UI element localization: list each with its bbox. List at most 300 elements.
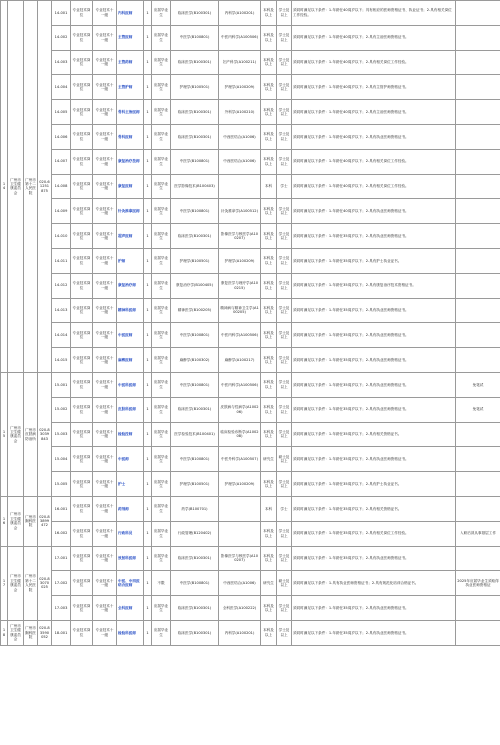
remarks: 免笔试 — [456, 397, 500, 422]
major-graduate — [219, 496, 261, 521]
group-seq: 17 — [1, 546, 8, 620]
post-category: 专业技术岗位 — [71, 25, 93, 50]
post-name-cell — [117, 124, 144, 149]
major-undergrad: 中医学(B100801) — [171, 323, 219, 348]
major-undergrad: 康复治疗学(B100405) — [171, 273, 219, 298]
post-name-link[interactable]: 精神科医师 — [118, 308, 136, 313]
post-target: 应届毕业生 — [152, 1, 171, 26]
post-name-link[interactable]: 中医科医师 — [118, 382, 136, 387]
remarks — [456, 174, 500, 199]
post-category: 专业技术岗位 — [71, 571, 93, 596]
table-row — [1, 75, 500, 100]
post-count: 1 — [144, 372, 152, 397]
post-category: 专业技术岗位 — [71, 496, 93, 521]
post-target: 应届毕业生 — [152, 50, 171, 75]
post-count: 1 — [144, 571, 152, 596]
table-row — [1, 174, 500, 199]
education: 本科及以上 — [261, 372, 277, 397]
post-name-link[interactable]: 皮肤科医师 — [118, 407, 136, 412]
post-code: 14-013 — [52, 298, 71, 323]
post-target: 应届毕业生 — [152, 248, 171, 273]
post-count: 1 — [144, 447, 152, 472]
post-name-link[interactable]: 康复治疗技师 — [118, 159, 140, 164]
post-level: 专业技术十一级 — [93, 174, 117, 199]
table-row — [1, 496, 500, 521]
requirements: 须同时满足以下条件：1.年龄在35周岁以下；2.具有康复治疗技术资格证书。 — [292, 273, 456, 298]
major-undergrad: 中医学(B100801) — [171, 571, 219, 596]
degree: 学士及以上 — [277, 273, 292, 298]
requirements: 须同时满足以下条件：1.年龄在35周岁以下；2.具有执业医师资格证书。 — [292, 397, 456, 422]
education: 本科及以上 — [261, 124, 277, 149]
post-name-link[interactable]: 中医、中西医结合医师 — [118, 578, 140, 588]
group-seq: 16 — [1, 496, 8, 546]
education: 本科及以上 — [261, 100, 277, 125]
degree: 学士及以上 — [277, 521, 292, 546]
major-graduate: 外科学(A100210) — [219, 100, 261, 125]
post-name-cell — [117, 521, 144, 546]
remarks — [456, 273, 500, 298]
post-count: 1 — [144, 199, 152, 224]
post-category: 专业技术岗位 — [71, 75, 93, 100]
post-code: 15-003 — [52, 422, 71, 447]
table-body — [1, 1, 500, 646]
post-name-cell — [117, 596, 144, 621]
group-unit: 广州市胸科医院 — [24, 620, 38, 645]
remarks — [456, 124, 500, 149]
post-name-link[interactable]: 针灸推拿医师 — [118, 209, 140, 214]
group-tel: 020-83590052 — [38, 620, 52, 645]
post-name-cell — [117, 50, 144, 75]
post-count: 1 — [144, 25, 152, 50]
education: 本科及以上 — [261, 273, 277, 298]
degree: 学士及以上 — [277, 248, 292, 273]
post-level: 专业技术十一级 — [93, 422, 117, 447]
requirements: 须同时满足以下条件：1.年龄在35周岁以下；2.具有护士执业证书。 — [292, 248, 456, 273]
education: 本科及以上 — [261, 1, 277, 26]
table-row — [1, 50, 500, 75]
education: 本科及以上 — [261, 149, 277, 174]
post-name-cell — [117, 199, 144, 224]
group-dept: 广州市卫生健康委员会 — [8, 372, 24, 496]
post-name-link[interactable]: 主管护师 — [118, 85, 133, 90]
post-count: 1 — [144, 422, 152, 447]
post-code: 14-004 — [52, 75, 71, 100]
degree: 学士及以上 — [277, 348, 292, 373]
education: 本科 — [261, 174, 277, 199]
requirements: 须同时满足以下条件：1.年龄在40周岁以下；2.具有相关岗位工作经验。 — [292, 174, 456, 199]
remarks — [456, 620, 500, 645]
post-code: 15-001 — [52, 372, 71, 397]
post-level: 专业技术十一级 — [93, 323, 117, 348]
post-name-link[interactable]: 放射科医师 — [118, 556, 136, 561]
requirements: 须同时满足以下条件：1.年龄在35周岁以下；2.具有执业医师资格证书。 — [292, 298, 456, 323]
post-name-link[interactable]: 中医师 — [118, 457, 129, 462]
remarks — [456, 75, 500, 100]
remarks: 入职后须从事基层工作 — [456, 521, 500, 546]
post-name-link[interactable]: 骨科主治医师 — [118, 109, 140, 114]
group-unit: 广州市第十二人民医院 — [24, 546, 38, 620]
major-graduate: 中医外科学(A100507) — [219, 447, 261, 472]
degree: 学士及以上 — [277, 75, 292, 100]
post-target: 应届毕业生 — [152, 149, 171, 174]
post-level: 专业技术十一级 — [93, 298, 117, 323]
table-row — [1, 521, 500, 546]
requirements: 须同时满足以下条件：1.年龄在35周岁以下；2.具有相关岗位工作经验。 — [292, 521, 456, 546]
post-target: 应届毕业生 — [152, 273, 171, 298]
group-seq: 15 — [1, 372, 8, 496]
requirements: 须同时满足以下条件：1.年龄在35周岁以下；2.具有执业医师资格证书。 — [292, 348, 456, 373]
post-target: 应届毕业生 — [152, 496, 171, 521]
post-name-cell — [117, 298, 144, 323]
table-row — [1, 323, 500, 348]
post-target: 应届毕业生 — [152, 372, 171, 397]
post-category: 专业技术岗位 — [71, 248, 93, 273]
post-category: 专业技术岗位 — [71, 199, 93, 224]
post-name-cell — [117, 546, 144, 571]
table-row — [1, 124, 500, 149]
post-category: 专业技术岗位 — [71, 620, 93, 645]
post-code: 15-005 — [52, 472, 71, 497]
post-category: 专业技术岗位 — [71, 298, 93, 323]
post-name-link[interactable]: 药剂师 — [118, 506, 129, 511]
major-graduate: 护理学(A100209) — [219, 472, 261, 497]
requirements: 须同时满足以下条件：1.年龄在35周岁以下；2.具有执业医师资格证书。 — [292, 224, 456, 249]
post-level: 专业技术十一级 — [93, 397, 117, 422]
major-undergrad: 临床医学(B100301) — [171, 397, 219, 422]
post-name-cell — [117, 224, 144, 249]
post-name-link[interactable]: 全科医师 — [118, 605, 133, 610]
requirements: 须同时满足以下条件：1.年龄在35周岁以下；2.具有执业医师资格证书。 — [292, 323, 456, 348]
major-graduate: 精神病与精神卫生学(A100205) — [219, 298, 261, 323]
major-undergrad: 护理学(B100501) — [171, 248, 219, 273]
post-level: 专业技术十一级 — [93, 273, 117, 298]
table-row — [1, 571, 500, 596]
post-name-link[interactable]: 护士 — [118, 481, 126, 486]
post-count: 1 — [144, 75, 152, 100]
major-undergrad: 医学检验技术(B100401) — [171, 422, 219, 447]
post-category: 专业技术岗位 — [71, 1, 93, 26]
post-count: 1 — [144, 174, 152, 199]
remarks — [456, 422, 500, 447]
post-name-cell — [117, 273, 144, 298]
post-count: 1 — [144, 100, 152, 125]
requirements: 须同时满足以下条件：1.年龄在35周岁以下；2.具有相关资格证书。 — [292, 496, 456, 521]
major-graduate: 中医内科学(A100506) — [219, 25, 261, 50]
post-target: 应届毕业生 — [152, 75, 171, 100]
post-name-cell — [117, 620, 144, 645]
post-level: 专业技术十一级 — [93, 571, 117, 596]
requirements: 须同时满足以下条件：1.年龄在35周岁以下；2.具有护士执业证书。 — [292, 472, 456, 497]
post-name-cell — [117, 323, 144, 348]
degree: 学士及以上 — [277, 620, 292, 645]
major-undergrad: 临床医学(B100301) — [171, 224, 219, 249]
major-undergrad: 中医学(B100801) — [171, 149, 219, 174]
post-category: 专业技术岗位 — [71, 174, 93, 199]
post-count: 1 — [144, 472, 152, 497]
degree: 学士及以上 — [277, 372, 292, 397]
table-row — [1, 546, 500, 571]
post-name-link[interactable]: 超声医师 — [118, 233, 133, 238]
major-undergrad: 临床医学(B100301) — [171, 50, 219, 75]
post-count: 1 — [144, 546, 152, 571]
table-row — [1, 1, 500, 26]
post-name-link[interactable]: 中医医师 — [118, 333, 133, 338]
requirements: 须同时满足以下条件：1.年龄在40周岁以下；2.具有相关岗位工作经验。 — [292, 50, 456, 75]
post-count: 1 — [144, 273, 152, 298]
post-code: 14-007 — [52, 149, 71, 174]
post-level: 专业技术十一级 — [93, 50, 117, 75]
table-row — [1, 620, 500, 645]
major-graduate: 麻醉学(A100217) — [219, 348, 261, 373]
major-undergrad: 临床医学(B100301) — [171, 100, 219, 125]
post-level: 专业技术十一级 — [93, 199, 117, 224]
post-name-link[interactable]: 行政科员 — [118, 531, 133, 536]
post-level: 专业技术十一级 — [93, 149, 117, 174]
post-name-link[interactable]: 检验技师 — [118, 432, 133, 437]
post-count: 1 — [144, 1, 152, 26]
requirements: 须同时满足以下条件：1.年龄在35周岁以下；2.具有执业医师资格证书。 — [292, 546, 456, 571]
degree: 学士 — [277, 496, 292, 521]
degree: 学士及以上 — [277, 323, 292, 348]
post-code: 15-002 — [52, 397, 71, 422]
major-graduate: 护理学(A100209) — [219, 248, 261, 273]
education: 本科及以上 — [261, 620, 277, 645]
table-row — [1, 348, 500, 373]
requirements: 须同时满足以下条件：1.年龄在40周岁以下；2.具有相关岗位工作经验。 — [292, 149, 456, 174]
remarks — [456, 348, 500, 373]
post-level: 专业技术十一级 — [93, 1, 117, 26]
education: 本科及以上 — [261, 199, 277, 224]
post-category: 专业技术岗位 — [71, 397, 93, 422]
remarks — [456, 25, 500, 50]
post-code: 15-004 — [52, 447, 71, 472]
education: 本科及以上 — [261, 298, 277, 323]
major-graduate: 中西医结合(A1006) — [219, 124, 261, 149]
degree: 学士及以上 — [277, 124, 292, 149]
post-name-cell — [117, 447, 144, 472]
group-tel: 020-83899472 — [38, 496, 52, 546]
post-count: 1 — [144, 521, 152, 546]
major-graduate: 中西医结合(A1006) — [219, 571, 261, 596]
post-category: 专业技术岗位 — [71, 596, 93, 621]
table-row — [1, 100, 500, 125]
post-code: 14-005 — [52, 100, 71, 125]
degree: 学士及以上 — [277, 25, 292, 50]
degree: 学士及以上 — [277, 422, 292, 447]
degree: 学士及以上 — [277, 224, 292, 249]
post-category: 专业技术岗位 — [71, 100, 93, 125]
post-category: 专业技术岗位 — [71, 348, 93, 373]
degree: 学士及以上 — [277, 596, 292, 621]
post-level: 专业技术十一级 — [93, 348, 117, 373]
post-target: 应届毕业生 — [152, 397, 171, 422]
major-graduate: 护理学(A100209) — [219, 75, 261, 100]
major-undergrad: 临床医学(B100301) — [171, 124, 219, 149]
post-count: 1 — [144, 348, 152, 373]
post-name-link[interactable]: 检验科医师 — [118, 630, 136, 635]
major-graduate: 影像医学与核医学(A100207) — [219, 224, 261, 249]
table-row — [1, 149, 500, 174]
table-row — [1, 25, 500, 50]
post-level: 专业技术十一级 — [93, 496, 117, 521]
post-name-link[interactable]: 内科医师 — [118, 10, 133, 15]
post-code: 14-014 — [52, 323, 71, 348]
remarks: 免笔试 — [456, 372, 500, 397]
remarks — [456, 596, 500, 621]
post-name-cell — [117, 248, 144, 273]
post-category: 专业技术岗位 — [71, 546, 93, 571]
requirements: 须同时满足以下条件：1.年龄在40周岁以下；2.具有主治医师资格证书。 — [292, 100, 456, 125]
post-code: 14-015 — [52, 348, 71, 373]
post-category: 专业技术岗位 — [71, 50, 93, 75]
remarks — [456, 248, 500, 273]
education: 研究生 — [261, 447, 277, 472]
post-target: 应届毕业生 — [152, 620, 171, 645]
post-target: 应届毕业生 — [152, 447, 171, 472]
post-count: 1 — [144, 596, 152, 621]
post-category: 专业技术岗位 — [71, 372, 93, 397]
remarks — [456, 1, 500, 26]
post-category: 专业技术岗位 — [71, 149, 93, 174]
education: 本科及以上 — [261, 521, 277, 546]
post-target: 不限 — [152, 571, 171, 596]
requirements: 须同时满足以下条件：1.年龄在40周岁以下；2.具有主管护师资格证书。 — [292, 75, 456, 100]
education: 本科 — [261, 496, 277, 521]
post-name-cell — [117, 397, 144, 422]
education: 本科及以上 — [261, 397, 277, 422]
major-graduate: 中医内科学(A100506) — [219, 372, 261, 397]
post-level: 专业技术十一级 — [93, 248, 117, 273]
group-unit: 广州市胸科医院 — [24, 496, 38, 546]
group-tel: 020-83070025 — [38, 546, 52, 620]
post-name-link[interactable]: 主管药师 — [118, 60, 133, 65]
post-name-cell — [117, 372, 144, 397]
post-level: 专业技术十一级 — [93, 25, 117, 50]
post-category: 专业技术岗位 — [71, 447, 93, 472]
major-undergrad: 精神医学(B100205) — [171, 298, 219, 323]
post-category: 专业技术岗位 — [71, 422, 93, 447]
requirements: 须同时满足以下条件：1.年龄在40周岁以下；2.具有执业医师资格证书。 — [292, 199, 456, 224]
post-count: 1 — [144, 620, 152, 645]
post-target: 应届毕业生 — [152, 100, 171, 125]
degree: 学士及以上 — [277, 149, 292, 174]
post-target: 应届毕业生 — [152, 224, 171, 249]
remarks — [456, 50, 500, 75]
post-name-cell — [117, 174, 144, 199]
remarks — [456, 496, 500, 521]
major-graduate: 全科医学(A100222) — [219, 596, 261, 621]
education: 本科及以上 — [261, 50, 277, 75]
group-dept: 广州市卫生健康委员会 — [8, 496, 24, 546]
post-name-link[interactable]: 康复治疗师 — [118, 283, 136, 288]
post-name-cell — [117, 472, 144, 497]
post-target: 应届毕业生 — [152, 422, 171, 447]
degree: 学士及以上 — [277, 546, 292, 571]
major-undergrad: 行政管理(B120402) — [171, 521, 219, 546]
post-count: 1 — [144, 124, 152, 149]
major-graduate: 临床检验诊断学(A100208) — [219, 422, 261, 447]
group-dept: 广州市卫生健康委员会 — [8, 1, 24, 373]
degree: 学士及以上 — [277, 50, 292, 75]
education: 本科及以上 — [261, 546, 277, 571]
post-category: 专业技术岗位 — [71, 472, 93, 497]
post-code: 14-012 — [52, 273, 71, 298]
post-level: 专业技术十一级 — [93, 620, 117, 645]
major-graduate: 影像医学与核医学(A100207) — [219, 546, 261, 571]
major-undergrad: 医学影像技术(B100403) — [171, 174, 219, 199]
degree: 学士及以上 — [277, 1, 292, 26]
table-row — [1, 422, 500, 447]
post-target: 应届毕业生 — [152, 323, 171, 348]
post-name-link[interactable]: 骨科医师 — [118, 134, 133, 139]
table-row — [1, 224, 500, 249]
remarks — [456, 323, 500, 348]
post-name-link[interactable]: 麻醉医师 — [118, 357, 133, 362]
post-code: 16-002 — [52, 521, 71, 546]
post-code: 18-001 — [52, 620, 71, 645]
group-unit: 广州市皮肤病防治所 — [24, 372, 38, 496]
table-row — [1, 397, 500, 422]
post-code: 17-003 — [52, 596, 71, 621]
post-code: 17-002 — [52, 571, 71, 596]
requirements: 须同时满足以下条件：1.年龄在35周岁以下；2.具有执业医师资格证书。 — [292, 372, 456, 397]
requirements: 须同时满足以下条件：1.年龄在40周岁以下；2.具有执业医师资格证书。 — [292, 124, 456, 149]
post-count: 1 — [144, 496, 152, 521]
table-row — [1, 298, 500, 323]
table-row — [1, 199, 500, 224]
post-level: 专业技术十一级 — [93, 521, 117, 546]
post-category: 专业技术岗位 — [71, 124, 93, 149]
education: 本科及以上 — [261, 323, 277, 348]
post-level: 专业技术十一级 — [93, 224, 117, 249]
degree: 学士 — [277, 174, 292, 199]
post-name-cell — [117, 348, 144, 373]
post-category: 专业技术岗位 — [71, 273, 93, 298]
post-name-link[interactable]: 护师 — [118, 258, 126, 263]
post-target: 应届毕业生 — [152, 124, 171, 149]
group-tel: 020-83039843 — [38, 372, 52, 496]
group-seq: 18 — [1, 620, 8, 645]
group-unit: 广州市第十二人民医院 — [24, 1, 38, 373]
remarks — [456, 149, 500, 174]
remarks — [456, 447, 500, 472]
education: 本科及以上 — [261, 75, 277, 100]
major-graduate: 康复医学与理疗学(A100215) — [219, 273, 261, 298]
major-undergrad: 中医学(B100801) — [171, 25, 219, 50]
major-undergrad: 中医学(B100801) — [171, 199, 219, 224]
remarks — [456, 224, 500, 249]
post-level: 专业技术十一级 — [93, 100, 117, 125]
requirements: 须同时满足以下条件：1.年龄在40周岁以下；2.具有主治医师资格证书。 — [292, 25, 456, 50]
post-category: 专业技术岗位 — [71, 224, 93, 249]
post-name-link[interactable]: 主管医师 — [118, 35, 133, 40]
requirements: 须同时满足以下条件：1.年龄在40周岁以下；具有相应的医师资格证书、执业证书；2.具有相关岗位工作经验。 — [292, 1, 456, 26]
post-code: 14-008 — [52, 174, 71, 199]
post-code: 14-001 — [52, 1, 71, 26]
education: 本科及以上 — [261, 422, 277, 447]
post-count: 1 — [144, 50, 152, 75]
post-name-link[interactable]: 康复医师 — [118, 184, 133, 189]
degree: 学士及以上 — [277, 100, 292, 125]
requirements: 须同时满足以下条件：1.年龄在35周岁以下；2.具有相关资格证书。 — [292, 422, 456, 447]
post-count: 1 — [144, 224, 152, 249]
post-name-cell — [117, 571, 144, 596]
education: 本科及以上 — [261, 472, 277, 497]
post-count: 1 — [144, 397, 152, 422]
post-code: 14-010 — [52, 224, 71, 249]
table-row — [1, 596, 500, 621]
education: 研究生 — [261, 571, 277, 596]
